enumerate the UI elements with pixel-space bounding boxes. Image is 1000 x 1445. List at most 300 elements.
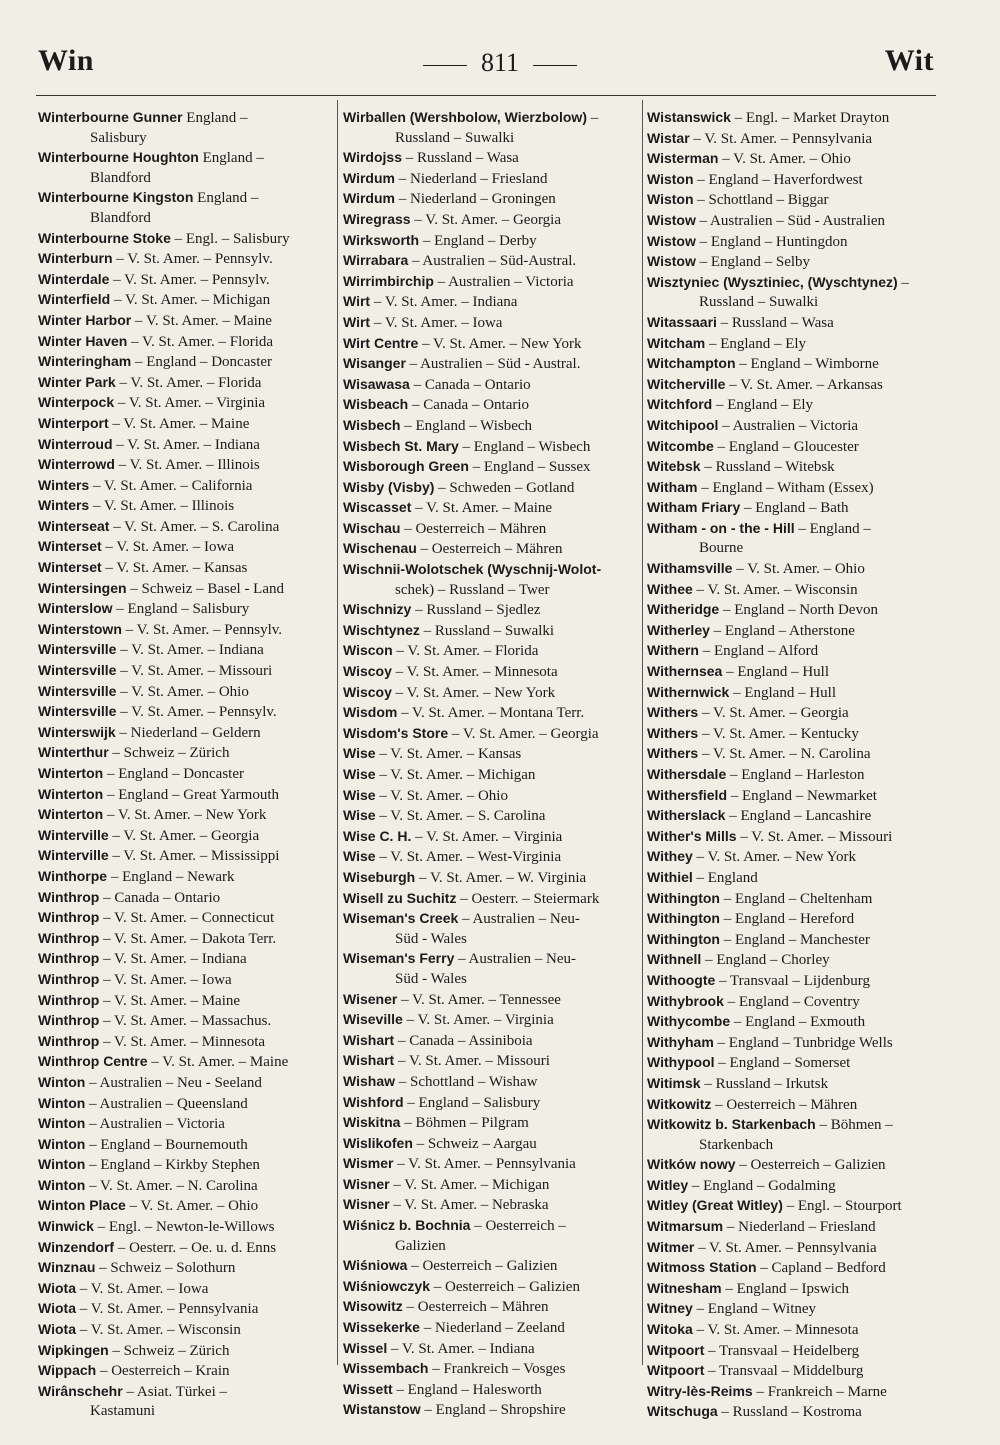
- entry-continuation: Süd - Wales: [395, 970, 467, 987]
- place-name: Wirt Centre: [343, 334, 419, 351]
- entry: [38, 1196, 334, 1217]
- entry: [647, 1176, 943, 1197]
- place-name: Winthrop: [38, 970, 100, 987]
- entry: [38, 1320, 334, 1341]
- place-name: Wischenau: [343, 540, 417, 557]
- place-location: – England – Lancashire: [729, 808, 872, 825]
- place-location: – England – Doncaster: [134, 354, 273, 371]
- place-name: Wirânschehr: [38, 1382, 123, 1399]
- place-location: – Schweiz – Zürich: [112, 1342, 230, 1359]
- entry: [343, 292, 641, 313]
- entry: [647, 765, 943, 786]
- place-name: Winterrowd: [38, 456, 115, 473]
- place-location: – Australien – Victoria: [89, 1116, 225, 1133]
- place-name: Winton Place: [38, 1197, 126, 1214]
- place-name: Winterton: [38, 765, 104, 781]
- entry: [647, 129, 943, 150]
- entry: [343, 1297, 641, 1318]
- entry: [647, 1012, 943, 1033]
- place-name: Winthrop: [38, 929, 100, 946]
- place-location: – Oesterr. – Oe. u. d. Enns: [117, 1239, 277, 1256]
- entry: [647, 641, 943, 662]
- place-location: – V. St. Amer. – Minnesota: [395, 664, 558, 681]
- entry: [38, 229, 334, 250]
- entry: [647, 395, 943, 416]
- place-location: – V. St. Amer. – Virginia: [415, 828, 563, 845]
- entry: [647, 889, 943, 910]
- place-name: Wistow: [647, 211, 696, 228]
- place-location: – V. St. Amer. – Ohio: [379, 787, 508, 804]
- place-location: – V. St. Amer. – Indiana: [116, 436, 260, 453]
- entry-continuation: Kastamuni: [90, 1403, 155, 1420]
- place-location: – Russland – Wasa: [720, 314, 834, 331]
- place-name: Withers: [647, 704, 699, 721]
- entry: [38, 764, 334, 785]
- entry: [343, 1380, 641, 1401]
- place-location: – V. St. Amer. – Indiana: [373, 294, 518, 311]
- entry: [647, 1095, 943, 1116]
- entry: [647, 600, 943, 621]
- entry: [343, 621, 641, 642]
- place-name: Wither's Mills: [647, 827, 737, 844]
- entry: [38, 682, 334, 703]
- entry: [343, 765, 641, 786]
- entry: [343, 313, 641, 334]
- entry: [38, 929, 334, 950]
- place-location: – England – Shropshire: [424, 1402, 566, 1419]
- place-location: – V. St. Amer. – Indiana: [390, 1340, 535, 1357]
- place-location: – England –: [798, 520, 871, 537]
- place-location: – England – Atherstone: [713, 622, 855, 639]
- place-name: Winterset: [38, 538, 102, 555]
- place-location: – Niederland – Groningen: [398, 191, 556, 208]
- place-name: Witmer: [647, 1238, 695, 1255]
- place-name: Winton: [38, 1115, 86, 1132]
- place-location: – V. St. Amer. – Florida: [119, 374, 262, 391]
- place-location: – England – Wisbech: [404, 417, 533, 434]
- place-name: Winteringham: [38, 353, 132, 370]
- place-name: Witnesham: [647, 1279, 722, 1296]
- place-name: Witpoort: [647, 1341, 705, 1358]
- place-location: – V. St. Amer. – Pennsylv.: [120, 704, 277, 721]
- entry: [343, 1277, 641, 1298]
- entry: [647, 1402, 943, 1423]
- place-location: – V. St. Amer. – Missouri: [740, 828, 893, 845]
- entry: [343, 1339, 641, 1360]
- place-name: Winthrop: [38, 888, 100, 905]
- place-name: Wiśniowczyk: [343, 1277, 431, 1294]
- entry: [343, 1216, 641, 1237]
- place-location: – Schweiz – Zürich: [112, 745, 230, 762]
- place-location: – Engl. – Salisbury: [174, 230, 290, 247]
- place-name: Witcherville: [647, 375, 726, 392]
- place-name: Wiseman's Creek: [343, 910, 459, 927]
- entry: [343, 354, 641, 375]
- place-location: – V. St. Amer. – Maine: [134, 312, 272, 329]
- entry: [38, 949, 334, 970]
- entry: [343, 395, 641, 416]
- place-location: – England – Manchester: [723, 931, 870, 948]
- entry: [343, 375, 641, 396]
- place-name: Winterdale: [38, 270, 110, 287]
- place-location: – V. St. Amer. – S. Carolina: [379, 808, 546, 825]
- column-3: [647, 108, 943, 1423]
- place-name: Witpoort: [647, 1362, 705, 1379]
- entry: [343, 1134, 641, 1155]
- place-name: Witherslack: [647, 807, 726, 824]
- place-name: Winzendorf: [38, 1238, 115, 1255]
- place-location: – England – Wimborne: [739, 356, 879, 373]
- entry: [647, 1361, 943, 1382]
- entry: [343, 169, 641, 190]
- entry: [38, 188, 334, 209]
- entry: [343, 539, 641, 560]
- place-name: Withey: [647, 848, 693, 865]
- place-name: Withington: [647, 930, 720, 947]
- place-name: Winterbourne Stoke: [38, 229, 171, 246]
- entry: [647, 1258, 943, 1279]
- column-divider: [337, 100, 338, 1365]
- entry: [38, 1032, 334, 1053]
- place-name: Witkowitz: [647, 1095, 712, 1112]
- entry: [343, 1256, 641, 1277]
- place-name: Wissel: [343, 1339, 388, 1356]
- place-location: – Australien – Neu - Seeland: [89, 1074, 262, 1091]
- entry: [38, 1279, 334, 1300]
- place-location: – V. St. Amer. – Illinois: [118, 457, 260, 474]
- place-name: Winterswijk: [38, 723, 116, 740]
- place-location: – V. St. Amer. – S. Carolina: [113, 518, 280, 535]
- entry: [38, 517, 334, 538]
- place-location: – V. St. Amer. – Iowa: [103, 971, 232, 988]
- place-location: – V. St. Amer. – New York: [106, 807, 267, 824]
- place-name: Witham Friary: [647, 499, 741, 516]
- place-location: – Asiat. Türkei –: [126, 1383, 227, 1400]
- place-location: – V. St. Amer. – Pennsylv.: [113, 271, 270, 288]
- place-location: – Frankreich – Marne: [756, 1383, 887, 1400]
- place-location: – England – Alford: [702, 643, 819, 660]
- place-location: – V. St. Amer. – Georgia: [414, 211, 562, 228]
- entry: [647, 416, 943, 437]
- place-name: Withington: [647, 889, 720, 906]
- entry: [38, 599, 334, 620]
- place-location: – England – Hereford: [723, 911, 855, 928]
- place-location: – Oesterreich – Mähren: [404, 520, 547, 537]
- entry: [343, 949, 641, 970]
- place-name: Winthrop: [38, 991, 100, 1008]
- place-name: Wistanstow: [343, 1401, 421, 1418]
- entry: [38, 1217, 334, 1238]
- place-location: – V. St. Amer. – Indiana: [103, 951, 247, 968]
- entry: [343, 519, 641, 540]
- place-name: Winter Haven: [38, 332, 128, 349]
- place-name: Withybrook: [647, 992, 724, 1009]
- place-location: – V. St. Amer. – New York: [395, 684, 556, 701]
- place-location: – England – Salisbury: [407, 1094, 541, 1111]
- place-name: Winthrop: [38, 909, 100, 926]
- entry: [647, 108, 943, 129]
- place-location: – Australien – Süd - Austral.: [409, 356, 581, 373]
- entry: [38, 579, 334, 600]
- place-name: Witebsk: [647, 458, 701, 475]
- place-name: Wirdum: [343, 190, 395, 207]
- place-location: England –: [202, 150, 264, 167]
- place-location: – V. St. Amer. – Wisconsin: [696, 581, 858, 598]
- place-location: – Schweiz – Solothurn: [99, 1260, 236, 1277]
- entry: [38, 1176, 334, 1197]
- place-location: – V. St. Amer. – N. Carolina: [89, 1177, 258, 1194]
- place-location: – Russland – Irkutsk: [704, 1075, 829, 1092]
- entry: [343, 1175, 641, 1196]
- entry: [38, 1073, 334, 1094]
- entry: [38, 661, 334, 682]
- entry: [343, 703, 641, 724]
- place-location: – Schweiz – Aargau: [416, 1135, 537, 1152]
- place-name: Withersfield: [647, 786, 727, 803]
- place-location: – England – Hull: [733, 684, 836, 701]
- place-name: Wishaw: [343, 1072, 395, 1089]
- entry: [343, 148, 641, 169]
- entry: [647, 559, 943, 580]
- entry: [647, 992, 943, 1013]
- place-location: – V. St. Amer. – Pennsylvania: [693, 130, 873, 147]
- place-name: Wischtynez: [343, 621, 420, 638]
- entry: [647, 1217, 943, 1238]
- entry: [38, 1361, 334, 1382]
- place-location: – England – Bath: [743, 500, 849, 517]
- place-name: Winterport: [38, 414, 109, 431]
- place-name: Wise: [343, 786, 376, 803]
- place-location: – Russland – Witebsk: [704, 459, 835, 476]
- place-location: – England – Ely: [715, 397, 814, 414]
- entry: [343, 560, 641, 581]
- entry: [38, 640, 334, 661]
- place-name: Witków nowy: [647, 1156, 736, 1173]
- place-name: Wiscon: [343, 642, 393, 659]
- entry: [647, 498, 943, 519]
- place-name: Wiseburgh: [343, 868, 416, 885]
- entry: [343, 498, 641, 519]
- place-name: Wistar: [647, 129, 690, 146]
- place-name: Winthorpe: [38, 867, 108, 884]
- place-name: Wiston: [647, 191, 694, 208]
- place-name: Wintersville: [38, 682, 117, 699]
- entry: [38, 702, 334, 723]
- entry: [38, 620, 334, 641]
- place-location: – England: [696, 869, 758, 886]
- place-location: – V. St. Amer. – Pennsylvania: [397, 1156, 576, 1173]
- entry: [343, 847, 641, 868]
- place-name: Wirballen (Wershbolow, Wierzbolow): [343, 109, 587, 125]
- place-name: Witkowitz b. Starkenbach: [647, 1116, 816, 1133]
- header-rule: [36, 95, 936, 96]
- place-name: Winton: [38, 1156, 86, 1173]
- place-location: – Oesterreich – Krain: [99, 1363, 230, 1380]
- place-location: – Australien – Neu-: [458, 951, 577, 968]
- place-location: – England – Godalming: [691, 1177, 836, 1194]
- entry-continuation: Süd - Wales: [395, 930, 467, 947]
- place-location: – V. St. Amer. – Wisconsin: [79, 1322, 241, 1339]
- place-location: – Niederland – Zeeland: [423, 1320, 565, 1337]
- entry: [38, 1114, 334, 1135]
- place-location: – Böhmen – Pilgram: [404, 1115, 529, 1132]
- entry: [647, 1074, 943, 1095]
- place-name: Wirt: [343, 313, 371, 330]
- place-name: Winterburn: [38, 250, 113, 267]
- entry: [38, 846, 334, 867]
- place-location: – Capland – Bedford: [760, 1260, 886, 1277]
- place-location: – Canada – Ontario: [411, 397, 530, 414]
- entry: [38, 414, 334, 435]
- place-name: Withington: [647, 910, 720, 927]
- place-location: – England – Bournemouth: [89, 1136, 248, 1153]
- place-name: Witham: [647, 478, 698, 495]
- entry: [647, 1341, 943, 1362]
- entry: [343, 1318, 641, 1339]
- entry: [647, 703, 943, 724]
- entry: [647, 971, 943, 992]
- place-location: – V. St. Amer. – Pennsylv.: [125, 621, 283, 638]
- place-location: – V. St. Amer. – Iowa: [105, 539, 235, 556]
- place-location: – V. St. Amer. – Pennsylvania: [698, 1239, 877, 1256]
- place-name: Winters: [38, 476, 90, 493]
- entry: [647, 930, 943, 951]
- place-name: Wiota: [38, 1279, 76, 1296]
- place-location: – V. St. Amer. – Georgia: [112, 827, 260, 844]
- entry: [343, 909, 641, 930]
- entry: [647, 334, 943, 355]
- entry: [647, 806, 943, 827]
- place-location: – Niederland – Geldern: [119, 724, 261, 741]
- place-location: – Oesterr. – Steiermark: [460, 890, 600, 907]
- place-location: – V. St. Amer. – Iowa: [79, 1280, 209, 1297]
- place-name: Winterbourne Gunner: [38, 109, 183, 125]
- place-name: Wisdom: [343, 704, 398, 721]
- place-location: – Engl. – Stourport: [786, 1198, 902, 1215]
- place-name: Wirdojss: [343, 149, 402, 166]
- place-name: Wiscasset: [343, 499, 412, 516]
- entry: [343, 1072, 641, 1093]
- place-name: Winterroud: [38, 435, 113, 452]
- place-location: – England – Haverfordwest: [697, 171, 863, 188]
- entry: [647, 909, 943, 930]
- entry: [38, 826, 334, 847]
- column-divider: [642, 100, 643, 1365]
- entry: [38, 785, 334, 806]
- place-location: – England – Halesworth: [396, 1381, 542, 1398]
- entry: [647, 1033, 943, 1054]
- place-name: Wishford: [343, 1093, 404, 1110]
- entry: [343, 457, 641, 478]
- entry: [38, 1382, 334, 1403]
- entry: [647, 662, 943, 683]
- entry: [38, 148, 334, 169]
- place-name: Winterstown: [38, 620, 122, 637]
- place-name: Wistow: [647, 232, 696, 249]
- entry: [38, 373, 334, 394]
- place-name: Withern: [647, 642, 699, 659]
- place-name: Wintersville: [38, 641, 117, 658]
- place-name: Witcombe: [647, 437, 714, 454]
- entry-continuation: Salisbury: [90, 129, 147, 146]
- entry: [343, 251, 641, 272]
- place-name: Winterset: [38, 559, 102, 576]
- entry: [647, 1238, 943, 1259]
- place-name: Withoogte: [647, 971, 716, 988]
- place-name: Wise: [343, 766, 376, 782]
- entry: [343, 744, 641, 765]
- entry: [38, 558, 334, 579]
- entry: [38, 888, 334, 909]
- place-name: Wiśnicz b. Bochnia: [343, 1217, 471, 1234]
- entry: [38, 1094, 334, 1115]
- entry: [343, 806, 641, 827]
- place-location: – V. St. Amer. – Kansas: [105, 560, 248, 577]
- place-name: Wissekerke: [343, 1319, 420, 1336]
- place-name: Winter Park: [38, 373, 116, 390]
- entry: [343, 108, 641, 129]
- place-location: – Transvaal – Heidelberg: [708, 1342, 860, 1359]
- entry: [647, 457, 943, 478]
- entry: [647, 232, 943, 253]
- place-name: Wisbeach: [343, 396, 409, 413]
- place-location: – England – Derby: [422, 232, 537, 249]
- entry-continuation: Bourne: [699, 540, 744, 557]
- place-location: England –: [197, 190, 259, 207]
- place-location: – V. St. Amer. – Tennessee: [401, 991, 561, 1008]
- place-location: – England – Ely: [708, 335, 807, 352]
- entry: [647, 1320, 943, 1341]
- place-name: Withee: [647, 580, 693, 597]
- place-name: Withiel: [647, 868, 693, 885]
- place-location: – England – Wisbech: [462, 438, 591, 455]
- entry: [647, 375, 943, 396]
- column-2: [343, 108, 641, 1421]
- place-location: – Australien – Queensland: [89, 1095, 248, 1112]
- entry: [343, 1113, 641, 1134]
- place-location: – Australien – Süd - Australien: [699, 212, 886, 229]
- place-location: – Böhmen –: [819, 1117, 893, 1134]
- place-location: – V. St. Amer. – Minnesota: [696, 1322, 859, 1339]
- entry: [38, 455, 334, 476]
- entry: [343, 1154, 641, 1175]
- place-location: – Oesterreich – Galizien: [739, 1157, 886, 1174]
- place-location: – V. St. Amer. – Arkansas: [729, 376, 883, 393]
- place-name: Withycombe: [647, 1013, 731, 1030]
- entry: [647, 580, 943, 601]
- place-name: Wiseman's Ferry: [343, 950, 455, 967]
- entry-continuation: schek) – Russland – Twer: [395, 581, 550, 598]
- place-name: Withernsea: [647, 663, 723, 680]
- place-location: – V. St. Amer. – Georgia: [701, 705, 849, 722]
- place-location: – V. St. Amer. – Massachus.: [103, 1013, 272, 1030]
- entry: [647, 519, 943, 540]
- place-name: Wipkingen: [38, 1341, 109, 1358]
- entry: [343, 868, 641, 889]
- place-location: – England – Witham (Essex): [701, 479, 874, 496]
- place-name: Witchampton: [647, 355, 736, 372]
- place-name: Wise: [343, 807, 376, 824]
- place-name: Wiregrass: [343, 210, 411, 227]
- place-name: Wismer: [343, 1155, 394, 1172]
- place-location: – Australien – Neu-: [462, 911, 580, 928]
- entry-continuation: Galizien: [395, 1237, 446, 1254]
- place-location: – Schottland – Wishaw: [398, 1073, 538, 1090]
- place-location: – Engl. – Market Drayton: [734, 110, 890, 126]
- place-location: – V. St. Amer. – N. Carolina: [701, 746, 871, 763]
- place-location: – Australien – Süd-Austral.: [412, 253, 577, 270]
- entry: [343, 641, 641, 662]
